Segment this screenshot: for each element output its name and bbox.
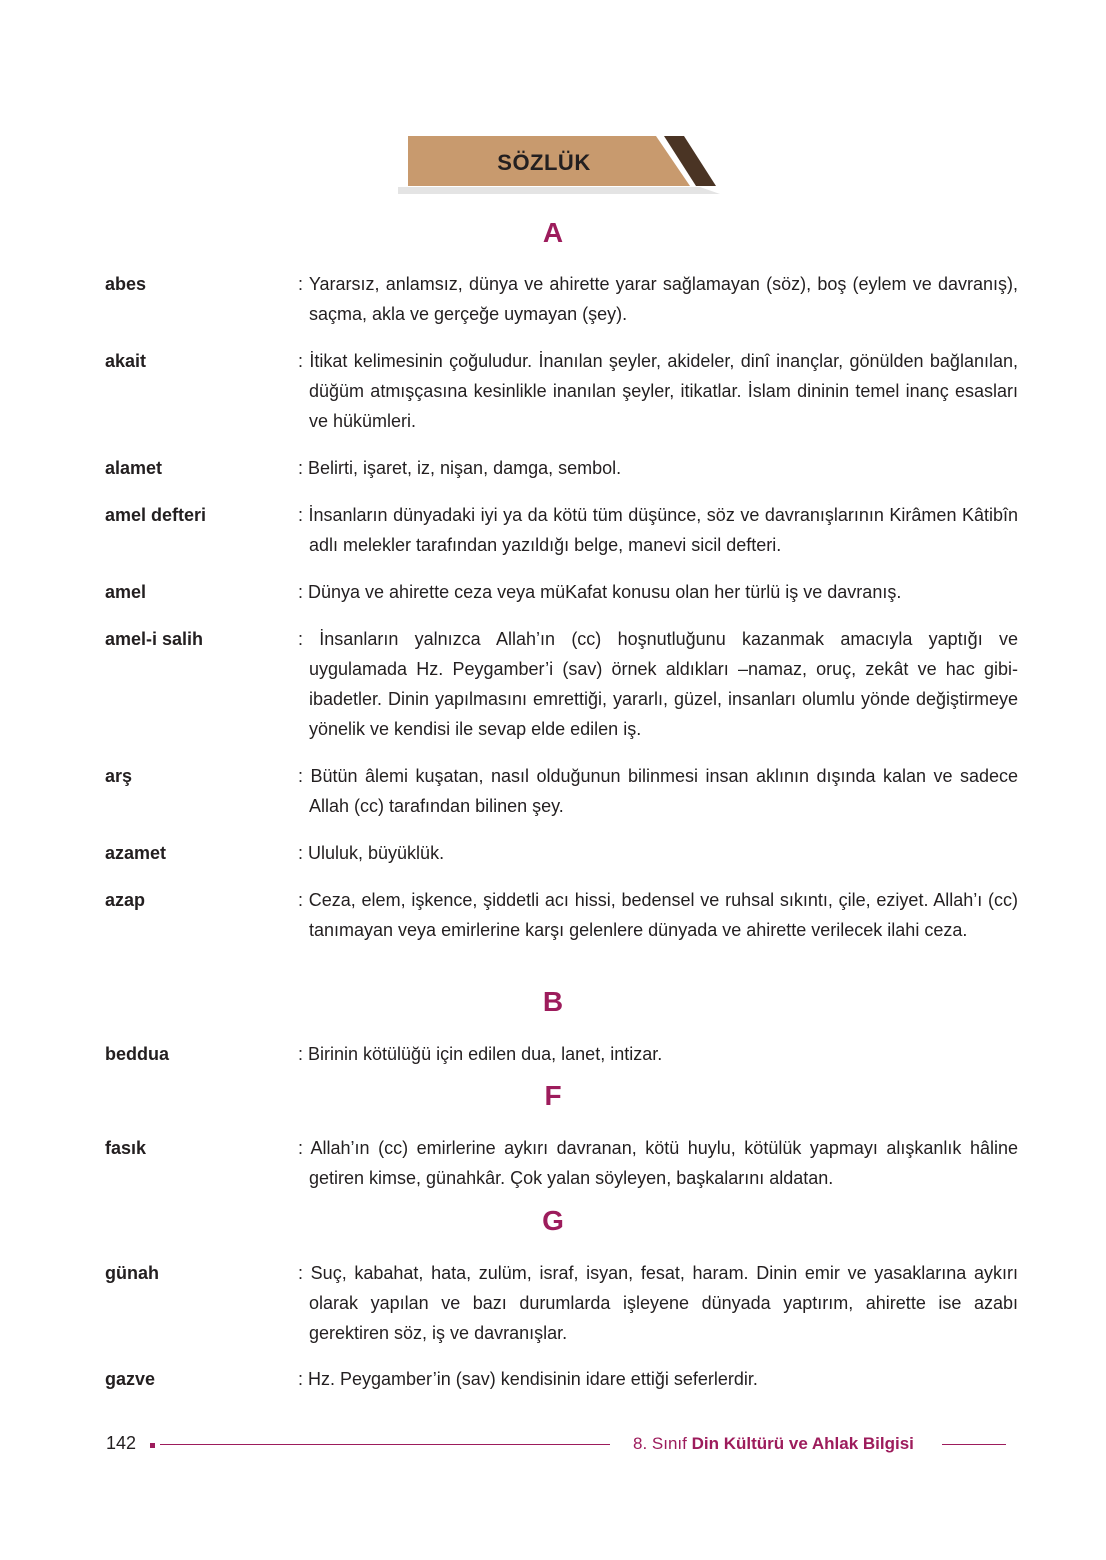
page-title: SÖZLÜK bbox=[497, 150, 591, 175]
term: arş bbox=[105, 766, 133, 786]
definition: : Allah’ın (cc) emirlerine aykırı davranan, kötü huylu, kötülük yapmayı alışkanlık hâline getiren kimse, günahkâr. Çok yalan söyleyen, başkalarını aldatan. bbox=[298, 1138, 1018, 1188]
term: fasık bbox=[105, 1138, 147, 1158]
definition: : Yararsız, anlamsız, dünya ve ahirette yarar sağlamayan (söz), boş (eylem ve davranış), saçma, akla ve gerçeğe uymayan (şey). bbox=[298, 274, 1018, 324]
footer-subject: Din Kültürü ve Ahlak Bilgisi bbox=[691, 1434, 914, 1453]
section-letter-a: A bbox=[542, 217, 564, 248]
title-banner bbox=[398, 136, 720, 198]
term: amel defteri bbox=[105, 505, 207, 525]
term: azamet bbox=[105, 843, 167, 863]
term: alamet bbox=[105, 458, 163, 478]
section-letter-b: B bbox=[542, 986, 564, 1017]
section-letter-f: F bbox=[544, 1080, 562, 1111]
definition: : Ceza, elem, işkence, şiddetli acı hissi, bedensel ve ruhsal sıkıntı, çile, eziyet. Allah’ı (cc) tanımayan veya emirlerine karşı gelenlere dünyada ve ahirette verilecek ilahi ceza. bbox=[298, 890, 1018, 940]
footer-book-title bbox=[633, 1434, 914, 1454]
definition: : İnsanların dünyadaki iyi ya da kötü tüm düşünce, söz ve davranışlarının Kirâmen Kâtibîn adlı melekler tarafından yazıldığı belge, manevi sicil defteri. bbox=[298, 505, 1018, 555]
definition: : Ululuk, büyüklük. bbox=[298, 843, 445, 863]
section-letter-g: G bbox=[542, 1205, 564, 1236]
term: gazve bbox=[105, 1369, 156, 1389]
definition: : Birinin kötülüğü için edilen dua, lanet, intizar. bbox=[298, 1044, 663, 1064]
definition: : İtikat kelimesinin çoğuludur. İnanılan şeyler, akideler, dinî inançlar, gönülden bağlanılan, düğüm atmışçasına kesinlikle inanılan şeyler, itikatlar. İslam dininin temel inanç esasları ve hükümleri. bbox=[298, 351, 1018, 431]
term: amel-i salih bbox=[105, 629, 204, 649]
term: beddua bbox=[105, 1044, 170, 1064]
term: akait bbox=[105, 351, 147, 371]
definition: : Suç, kabahat, hata, zulüm, israf, isyan, fesat, haram. Dinin emir ve yasaklarına aykırı olarak yapılan ve bazı durumlarda işleyene dünyada yaptırım, ahirette ise azabı gerektiren söz, iş ve davranışlar. bbox=[298, 1263, 1018, 1343]
term: azap bbox=[105, 890, 146, 910]
footer-grade: 8. Sınıf bbox=[633, 1434, 687, 1453]
footer-bullet bbox=[150, 1443, 155, 1448]
definition: : Belirti, işaret, iz, nişan, damga, sembol. bbox=[298, 458, 622, 478]
definition: : Hz. Peygamber’in (sav) kendisinin idare ettiği seferlerdir. bbox=[298, 1369, 758, 1389]
definition: : Dünya ve ahirette ceza veya müKafat konusu olan her türlü iş ve davranış. bbox=[298, 582, 902, 602]
definition: : Bütün âlemi kuşatan, nasıl olduğunun bilinmesi insan aklının dışında kalan ve sadece Allah (cc) tarafından bilinen şey. bbox=[298, 766, 1018, 816]
definition: : İnsanların yalnızca Allah’ın (cc) hoşnutluğunu kazanmak amacıyla yaptığı ve uygulamada Hz. Peygamber’i (sav) örnek aldıkları –namaz, oruç, zekât ve hac gibi- ibadetler. Dinin yapılmasını emrettiği, yararlı, güzel, insanları olumlu yönde değiştirmeye yönelik ve kendisi ile sevap elde edilen iş. bbox=[298, 629, 1018, 739]
page-number: 142 bbox=[106, 1433, 137, 1453]
footer-rule-left bbox=[160, 1444, 610, 1445]
term: günah bbox=[105, 1263, 159, 1283]
term: abes bbox=[105, 274, 147, 294]
term: amel bbox=[105, 582, 147, 602]
footer-rule-right bbox=[942, 1444, 1006, 1445]
